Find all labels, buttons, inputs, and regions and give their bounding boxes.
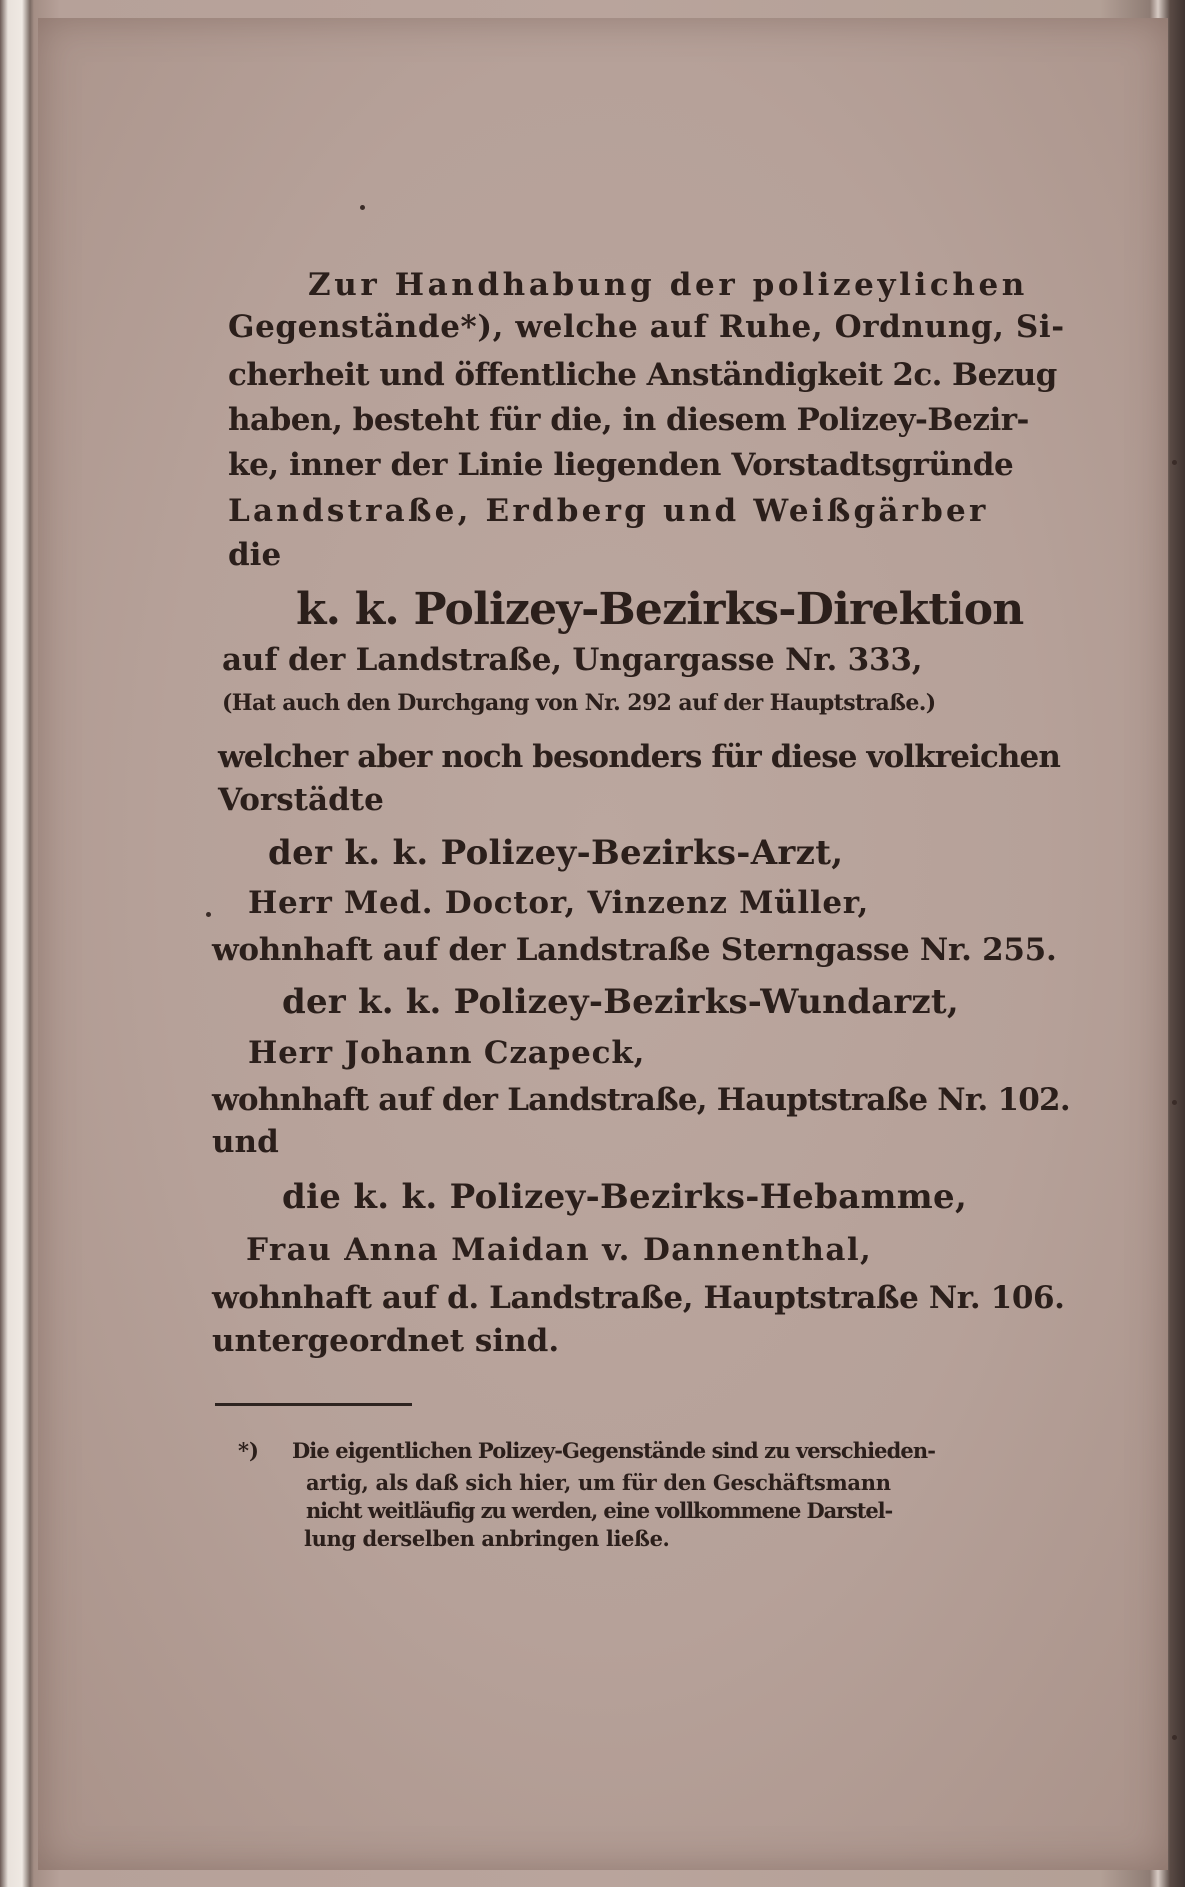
hebamme-address: wohnhaft auf d. Landstraße, Hauptstraße Nr. 106. (212, 1280, 1065, 1316)
ink-speck (360, 205, 365, 210)
arzt-name: Herr Med. Doctor, Vinzenz Müller, (248, 885, 870, 921)
direktion-durchgang: (Hat auch den Durchgang von Nr. 292 auf der Hauptstraße.) (222, 690, 936, 716)
direktion-continuation-2: Vorstädte (218, 782, 384, 818)
direktion-continuation-1: welcher aber noch besonders für diese volkreichen (218, 739, 1061, 775)
ink-speck (1172, 1735, 1177, 1740)
ink-speck (1172, 1100, 1177, 1105)
paragraph-line-6: Landstraße, Erdberg und Weißgärber (228, 493, 989, 529)
footnote-marker: *) (238, 1438, 259, 1463)
hebamme-title: die k. k. Polizey-Bezirks-Hebamme, (282, 1177, 968, 1217)
paragraph-line-5: ke, inner der Linie liegenden Vorstadtsgründe (228, 447, 1014, 483)
footnote-line-3: nicht weitläufig zu werden, eine vollkommene Darstel- (306, 1498, 893, 1523)
paragraph-line-3: cherheit und öffentliche Anständigkeit 2c. Bezug (228, 357, 1057, 393)
footnote-line-2: artig, als daß sich hier, um für den Geschäftsmann (306, 1470, 891, 1495)
paragraph-line-2: Gegenstände*), welche auf Ruhe, Ordnung, Si- (228, 309, 1065, 345)
paragraph-line-1: Zur Handhabung der polizeylichen (308, 267, 1028, 303)
paragraph-line-4: haben, besteht für die, in diesem Polizey-Bezir- (228, 402, 1029, 438)
direktion-heading: k. k. Polizey-Bezirks-Direktion (296, 584, 1024, 635)
direktion-address: auf der Landstraße, Ungargasse Nr. 333, (222, 642, 923, 678)
footnote-line-4: lung derselben anbringen ließe. (304, 1526, 670, 1551)
footnote-line-1: Die eigentlichen Polizey-Gegenstände sind zu verschieden- (292, 1438, 936, 1463)
ink-speck (206, 912, 211, 917)
ink-speck (1172, 460, 1177, 465)
footnote-separator (215, 1403, 412, 1406)
wundarzt-conjunction: und (212, 1124, 279, 1160)
wundarzt-title: der k. k. Polizey-Bezirks-Wundarzt, (282, 982, 959, 1022)
hebamme-name: Frau Anna Maidan v. Dannenthal, (246, 1232, 873, 1268)
wundarzt-name: Herr Johann Czapeck, (248, 1035, 646, 1071)
wundarzt-address: wohnhaft auf der Landstraße, Hauptstraße Nr. 102. (212, 1082, 1070, 1118)
hebamme-closing: untergeordnet sind. (212, 1323, 560, 1359)
paragraph-line-7: die (228, 537, 282, 573)
arzt-address: wohnhaft auf der Landstraße Sterngasse Nr. 255. (212, 932, 1057, 968)
arzt-title: der k. k. Polizey-Bezirks-Arzt, (268, 833, 844, 873)
